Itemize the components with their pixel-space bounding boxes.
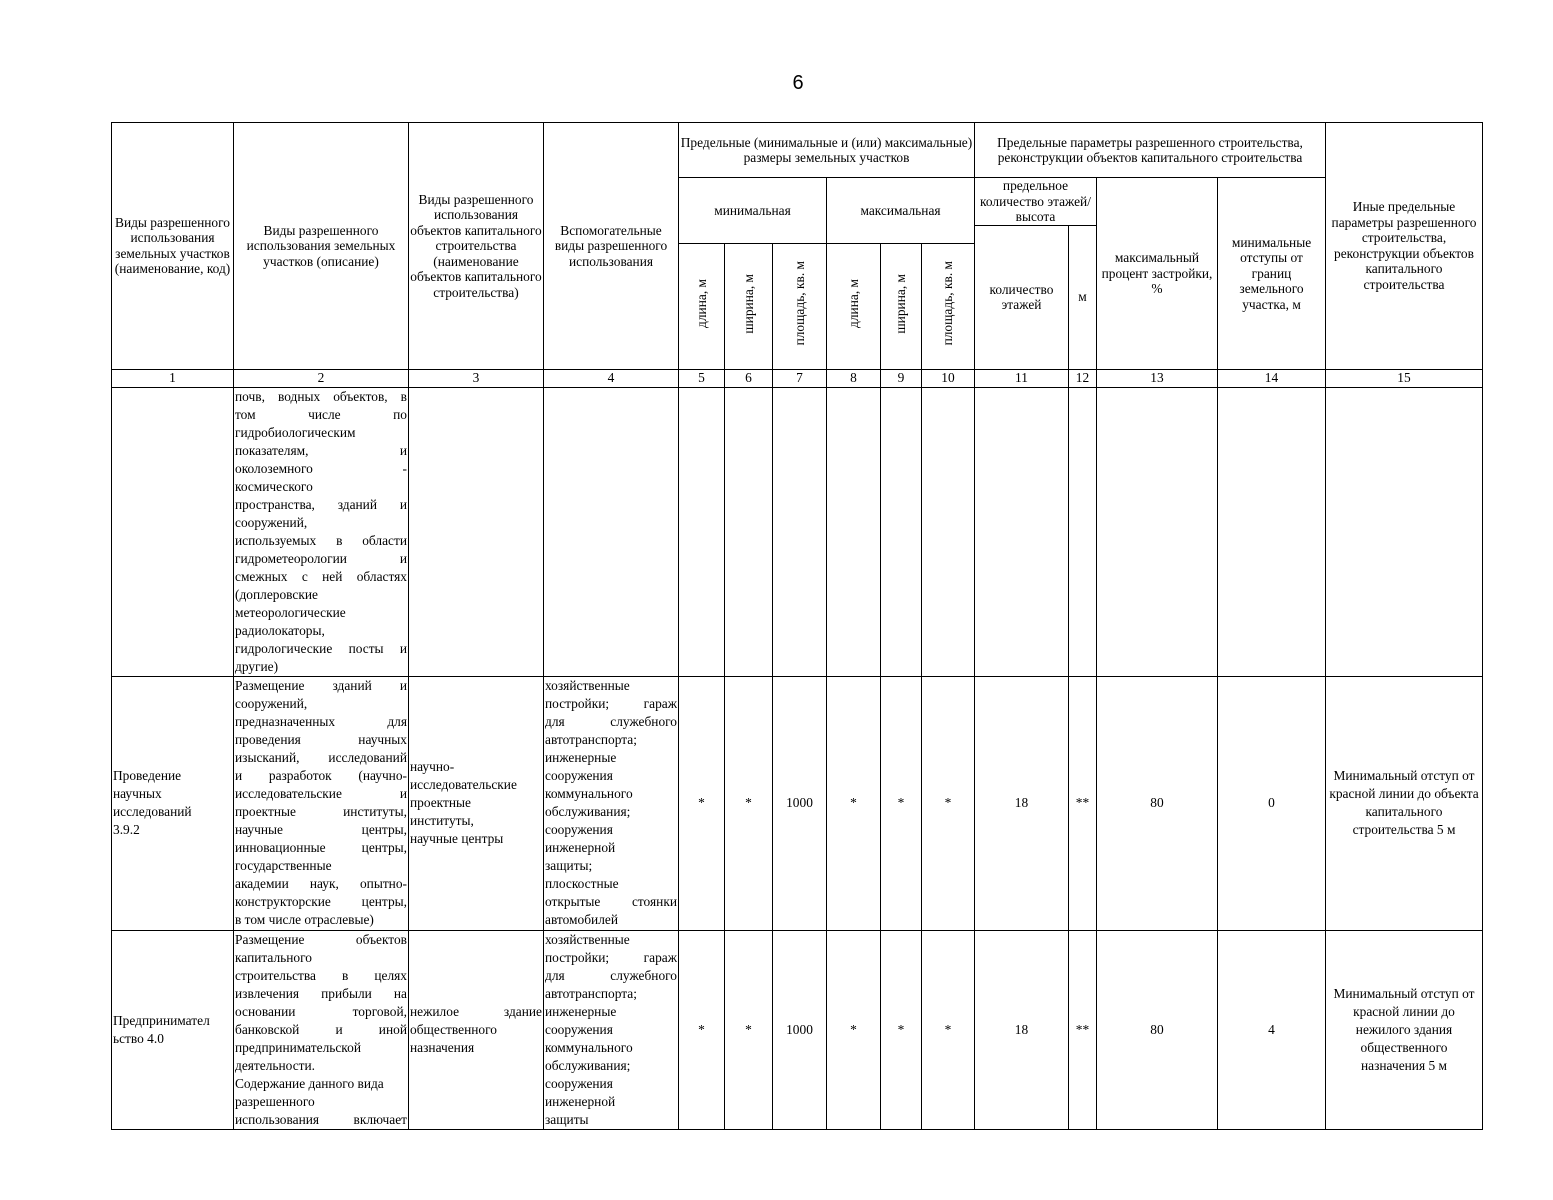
table-row: [112, 676, 1483, 930]
cell-setback: 0: [1218, 676, 1326, 930]
cell-max-width: *: [881, 930, 922, 1129]
cell-percent: [1097, 387, 1218, 676]
cell-capital: научно- исследовательские проектные институты, научные центры: [409, 676, 544, 930]
column-number: 8: [827, 369, 881, 387]
cell-description: почв, водных объектов, в том числе по гидробиологическим показателям, и околоземного - космического пространства, зданий и сооружений, используемых в области гидрометеорологии и смежных с ней областях (доплеровские метеорологические радиолокаторы, гидрологические посты и другие): [234, 387, 409, 676]
column-number: 7: [773, 369, 827, 387]
column-number: 5: [679, 369, 725, 387]
cell-auxiliary: [544, 387, 679, 676]
column-number: 6: [725, 369, 773, 387]
column-number: 13: [1097, 369, 1218, 387]
column-number: 9: [881, 369, 922, 387]
land-use-table: [111, 122, 1483, 1130]
cell-min-length: [679, 387, 725, 676]
header-auxiliary-use: Вспомогательные виды разрешенного использования: [544, 123, 679, 370]
cell-height: **: [1069, 930, 1097, 1129]
cell-auxiliary: хозяйственные постройки; гараж для служебного автотранспорта; инженерные сооружения коммунального обслуживания; сооружения инженерной защиты: [544, 930, 679, 1129]
cell-setback: [1218, 387, 1326, 676]
table-row: [112, 387, 1483, 676]
cell-name: Проведение научных исследований 3.9.2: [112, 676, 234, 930]
cell-height: **: [1069, 676, 1097, 930]
cell-min-width: [725, 387, 773, 676]
cell-floors: [975, 387, 1069, 676]
cell-max-area: [922, 387, 975, 676]
header-max-area: площадь, кв. м: [922, 243, 975, 369]
column-number: 11: [975, 369, 1069, 387]
column-numbers-row: [112, 369, 1483, 387]
header-plot-size-limits: Предельные (минимальные и (или) максимальные) размеры земельных участков: [679, 123, 975, 178]
column-number: 4: [544, 369, 679, 387]
cell-max-area: *: [922, 676, 975, 930]
cell-min-length: *: [679, 676, 725, 930]
header-min-area: площадь, кв. м: [773, 243, 827, 369]
cell-min-length: *: [679, 930, 725, 1129]
header-height-m: м: [1069, 225, 1097, 369]
cell-description: Размещение объектов капитального строительства в целях извлечения прибыли на основании торговой, банковской и иной предпринимательской деятельности. Содержание данного вида разрешенного использования включает: [234, 930, 409, 1129]
header-max-width: ширина, м: [881, 243, 922, 369]
cell-max-length: *: [827, 676, 881, 930]
header-floors: количество этажей: [975, 225, 1069, 369]
cell-max-width: *: [881, 676, 922, 930]
header-land-use-type: Виды разрешенного использования земельных участков (наименование, код): [112, 123, 234, 370]
cell-other: Минимальный отступ от красной линии до объекта капитального строительства 5 м: [1326, 676, 1483, 930]
cell-min-area: 1000: [773, 676, 827, 930]
cell-setback: 4: [1218, 930, 1326, 1129]
header-minimum: минимальная: [679, 178, 827, 244]
header-floors-height: предельное количество этажей/высота: [975, 178, 1097, 226]
cell-min-area: 1000: [773, 930, 827, 1129]
cell-max-length: *: [827, 930, 881, 1129]
cell-min-width: *: [725, 930, 773, 1129]
cell-min-area: [773, 387, 827, 676]
cell-capital: [409, 387, 544, 676]
cell-percent: 80: [1097, 676, 1218, 930]
cell-description: Размещение зданий и сооружений, предназначенных для проведения научных изысканий, исследований и разработок (научно- исследовательские и проектные институты, научные центры, инновационные центры, государственные академии наук, опытно- конструкторские центры, в том числе отраслевые): [234, 676, 409, 930]
cell-max-length: [827, 387, 881, 676]
header-max-percent: максимальный процент застройки, %: [1097, 178, 1218, 370]
header-construction-limits: Предельные параметры разрешенного строительства, реконструкции объектов капитального строительства: [975, 123, 1326, 178]
column-number: 3: [409, 369, 544, 387]
cell-other: [1326, 387, 1483, 676]
column-number: 2: [234, 369, 409, 387]
header-min-length: длина, м: [679, 243, 725, 369]
header-description: Виды разрешенного использования земельных участков (описание): [234, 123, 409, 370]
cell-max-area: *: [922, 930, 975, 1129]
header-max-length: длина, м: [827, 243, 881, 369]
column-number: 12: [1069, 369, 1097, 387]
column-number: 1: [112, 369, 234, 387]
cell-percent: 80: [1097, 930, 1218, 1129]
page-number: 6: [792, 72, 804, 94]
cell-floors: 18: [975, 930, 1069, 1129]
header-capital-construction: Виды разрешенного использования объектов капитального строительства (наименование объектов капитального строительства): [409, 123, 544, 370]
header-setbacks: минимальные отступы от границ земельного участка, м: [1218, 178, 1326, 370]
cell-auxiliary: хозяйственные постройки; гараж для служебного автотранспорта; инженерные сооружения коммунального обслуживания; сооружения инженерной защиты; плоскостные открытые стоянки автомобилей: [544, 676, 679, 930]
cell-min-width: *: [725, 676, 773, 930]
cell-other: Минимальный отступ от красной линии до нежилого здания общественного назначения 5 м: [1326, 930, 1483, 1129]
header-other-params: Иные предельные параметры разрешенного строительства, реконструкции объектов капитального строительства: [1326, 123, 1483, 370]
column-number: 14: [1218, 369, 1326, 387]
cell-max-width: [881, 387, 922, 676]
column-number: 10: [922, 369, 975, 387]
cell-capital: нежилое здание общественного назначения: [409, 930, 544, 1129]
cell-name: Предпринимател ьство 4.0: [112, 930, 234, 1129]
cell-height: [1069, 387, 1097, 676]
column-number: 15: [1326, 369, 1483, 387]
header-min-width: ширина, м: [725, 243, 773, 369]
cell-floors: 18: [975, 676, 1069, 930]
header-maximum: максимальная: [827, 178, 975, 244]
cell-name: [112, 387, 234, 676]
table-row: [112, 930, 1483, 1129]
